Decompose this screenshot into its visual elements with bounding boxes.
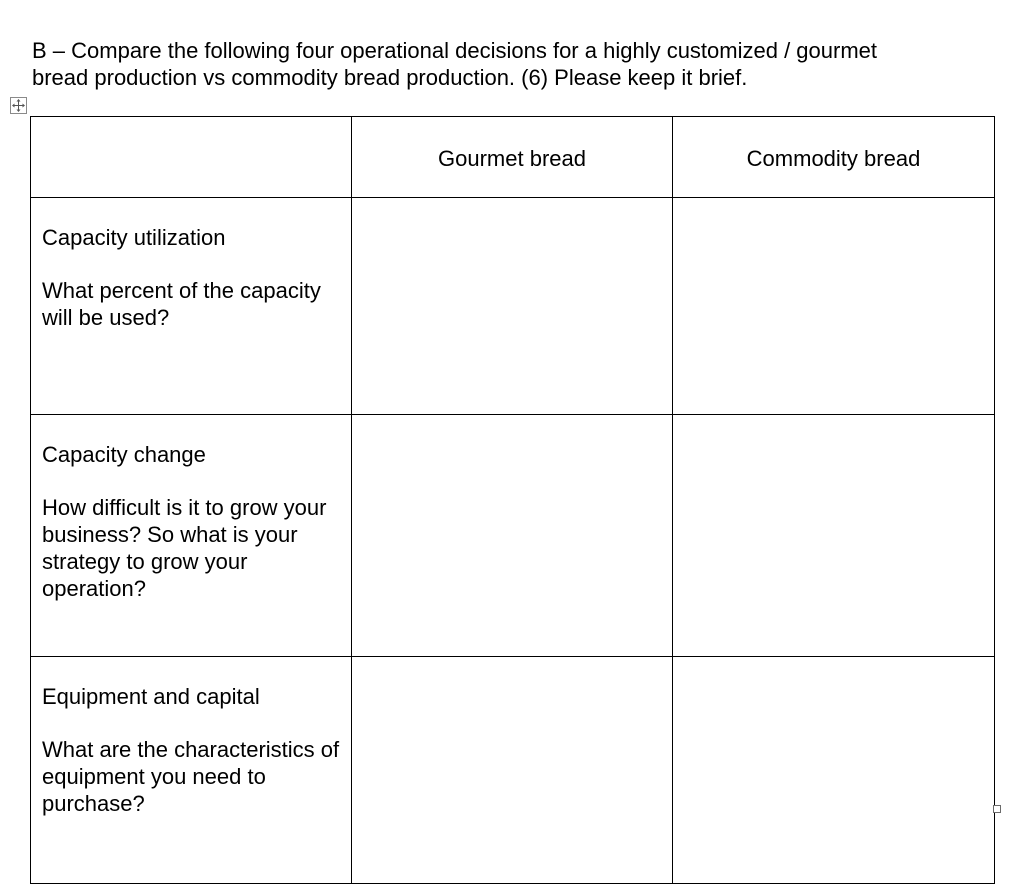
row-prompt: How difficult is it to grow your business? So what is your strategy to grow your operation? [42,495,327,601]
row-title: Capacity change [42,442,206,467]
row-title: Equipment and capital [42,684,260,709]
answer-cell-gourmet[interactable] [352,415,673,657]
row-prompt: What percent of the capacity will be used? [42,278,321,330]
column-header-gourmet[interactable] [352,117,673,198]
table-row [31,657,995,884]
answer-cell-gourmet[interactable] [352,657,673,884]
table-header-row [31,117,995,198]
table-row [31,198,995,415]
row-label-equipment-and-capital[interactable] [31,657,352,884]
column-header-label: Gourmet bread [438,146,586,171]
row-label-capacity-change[interactable] [31,415,352,657]
answer-cell-commodity[interactable] [673,415,995,657]
question-line-2: bread production vs commodity bread production. (6) Please keep it brief. [32,65,748,90]
row-prompt: What are the characteristics of equipment you need to purchase? [42,737,340,816]
table-row [31,415,995,657]
answer-cell-gourmet[interactable] [352,198,673,415]
resize-square-icon[interactable] [993,805,1001,813]
answer-cell-commodity[interactable] [673,657,995,884]
answer-cell-commodity[interactable] [673,198,995,415]
question-line-1: B – Compare the following four operational decisions for a highly customized / gourmet [32,38,878,63]
question-text [32,37,992,91]
table-corner-cell[interactable] [31,117,352,198]
column-header-label: Commodity bread [746,146,921,171]
move-arrows-icon [11,98,26,113]
table-move-handle[interactable] [10,97,27,114]
comparison-table [30,116,995,884]
column-header-commodity[interactable] [673,117,995,198]
row-label-capacity-utilization[interactable] [31,198,352,415]
row-title: Capacity utilization [42,225,226,250]
